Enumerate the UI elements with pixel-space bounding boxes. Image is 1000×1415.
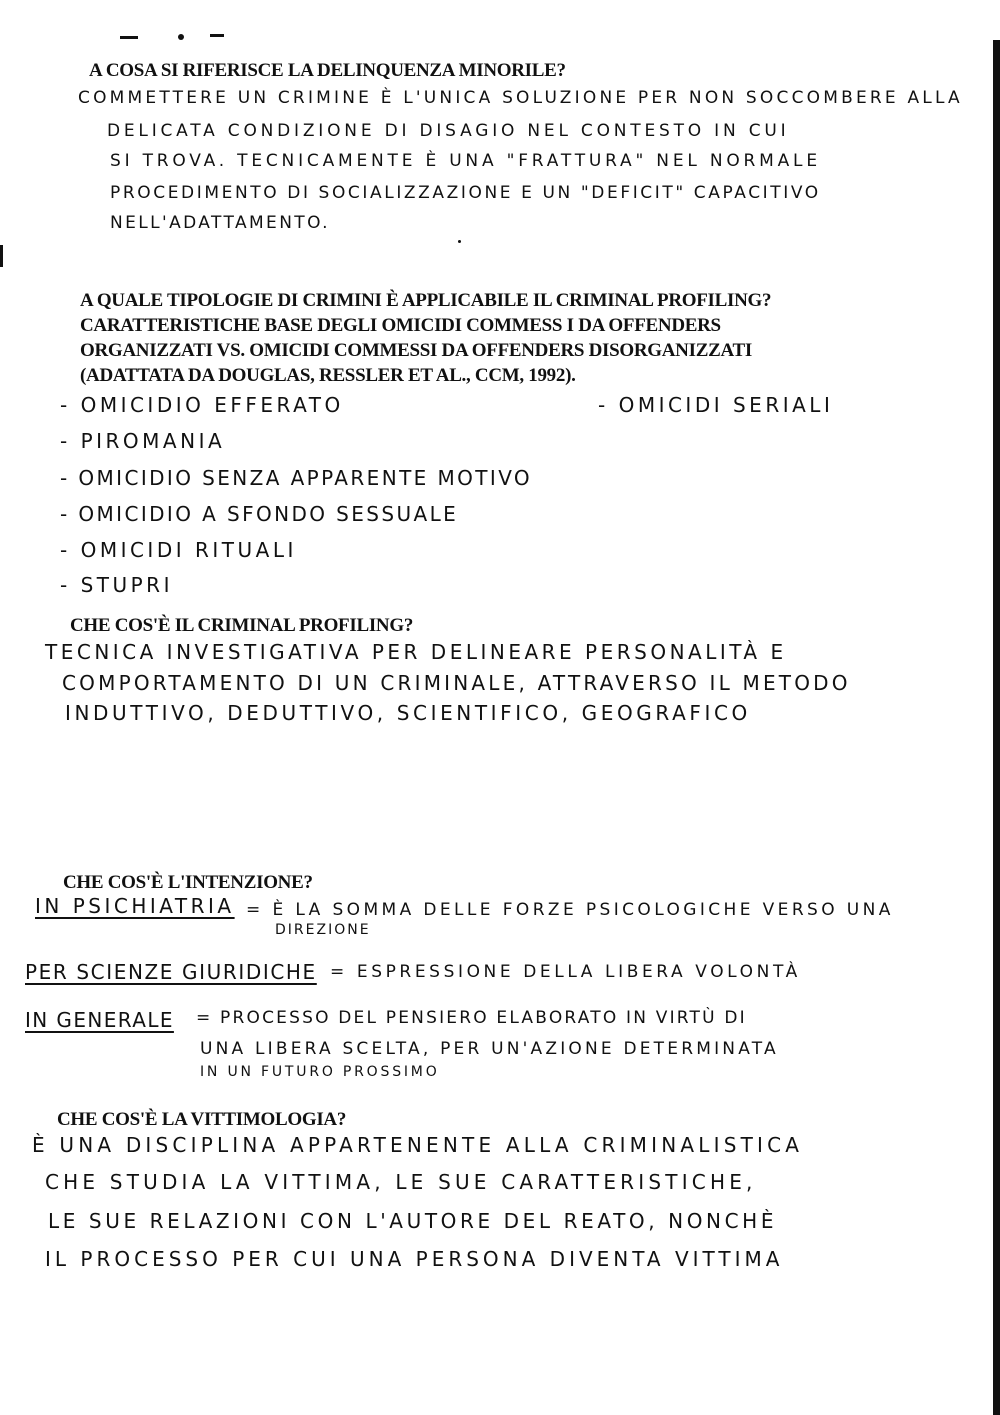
definition-term: IN PSICHIATRIA bbox=[35, 894, 235, 918]
definition-term: IN GENERALE bbox=[25, 1008, 174, 1032]
dot-mark bbox=[458, 240, 461, 243]
question-heading: A COSA SI RIFERISCE LA DELINQUENZA MINORILE? bbox=[89, 60, 566, 81]
top-stroke-mark bbox=[120, 36, 138, 39]
crime-type-item: - OMICIDIO A SFONDO SESSUALE bbox=[60, 502, 459, 526]
question-heading: CHE COS'È IL CRIMINAL PROFILING? bbox=[70, 615, 414, 636]
question-heading: ORGANIZZATI VS. OMICIDI COMMESSI DA OFFENDERS DISORGANIZZATI bbox=[80, 340, 752, 361]
top-stroke-mark bbox=[178, 34, 184, 40]
left-margin-mark bbox=[0, 245, 3, 267]
answer-line: SI TROVA. TECNICAMENTE È UNA "FRATTURA" NEL NORMALE bbox=[110, 151, 821, 171]
question-heading: (ADATTATA DA DOUGLAS, RESSLER ET AL., CCM, 1992). bbox=[80, 365, 576, 386]
question-heading: A QUALE TIPOLOGIE DI CRIMINI È APPLICABILE IL CRIMINAL PROFILING? bbox=[80, 290, 772, 311]
definition-term: PER SCIENZE GIURIDICHE bbox=[25, 960, 317, 984]
definition-text: = È LA SOMMA DELLE FORZE PSICOLOGICHE VERSO UNA bbox=[246, 900, 894, 920]
question-heading: CHE COS'È L'INTENZIONE? bbox=[63, 872, 313, 893]
answer-line: IL PROCESSO PER CUI UNA PERSONA DIVENTA VITTIMA bbox=[45, 1247, 784, 1271]
scan-border-edge bbox=[993, 40, 1000, 1415]
answer-line: È UNA DISCIPLINA APPARTENENTE ALLA CRIMINALISTICA bbox=[32, 1133, 804, 1157]
crime-type-item: - OMICIDI SERIALI bbox=[598, 393, 834, 417]
answer-line: DELICATA CONDIZIONE DI DISAGIO NEL CONTESTO IN CUI bbox=[107, 121, 790, 141]
question-heading: CHE COS'È LA VITTIMOLOGIA? bbox=[57, 1109, 347, 1130]
answer-line: COMPORTAMENTO DI UN CRIMINALE, ATTRAVERSO IL METODO bbox=[62, 671, 851, 695]
answer-line: INDUTTIVO, DEDUTTIVO, SCIENTIFICO, GEOGRAFICO bbox=[65, 701, 751, 725]
definition-text: UNA LIBERA SCELTA, PER UN'AZIONE DETERMINATA bbox=[200, 1039, 779, 1059]
crime-type-item: - OMICIDI RITUALI bbox=[60, 538, 297, 562]
definition-text: = ESPRESSIONE DELLA LIBERA VOLONTÀ bbox=[330, 962, 801, 982]
answer-line: COMMETTERE UN CRIMINE È L'UNICA SOLUZIONE PER NON SOCCOMBERE ALLA bbox=[78, 88, 963, 108]
answer-line: TECNICA INVESTIGATIVA PER DELINEARE PERSONALITÀ E bbox=[45, 640, 787, 664]
question-heading: CARATTERISTICHE BASE DEGLI OMICIDI COMMESS I DA OFFENDERS bbox=[80, 315, 721, 336]
crime-type-item: - PIROMANIA bbox=[60, 429, 226, 453]
crime-type-item: - OMICIDIO SENZA APPARENTE MOTIVO bbox=[60, 466, 533, 490]
definition-text: = PROCESSO DEL PENSIERO ELABORATO IN VIRTÙ DI bbox=[196, 1008, 747, 1028]
answer-line: PROCEDIMENTO DI SOCIALIZZAZIONE E UN "DEFICIT" CAPACITIVO bbox=[110, 183, 821, 203]
definition-text: IN UN FUTURO PROSSIMO bbox=[200, 1064, 440, 1080]
answer-line: CHE STUDIA LA VITTIMA, LE SUE CARATTERISTICHE, bbox=[45, 1170, 757, 1194]
crime-type-item: - STUPRI bbox=[60, 573, 173, 597]
definition-text: DIREZIONE bbox=[275, 922, 371, 938]
answer-line: LE SUE RELAZIONI CON L'AUTORE DEL REATO, NONCHÈ bbox=[48, 1209, 778, 1233]
crime-type-item: - OMICIDIO EFFERATO bbox=[60, 393, 344, 417]
top-stroke-mark bbox=[210, 34, 224, 37]
answer-line: NELL'ADATTAMENTO. bbox=[110, 213, 330, 233]
